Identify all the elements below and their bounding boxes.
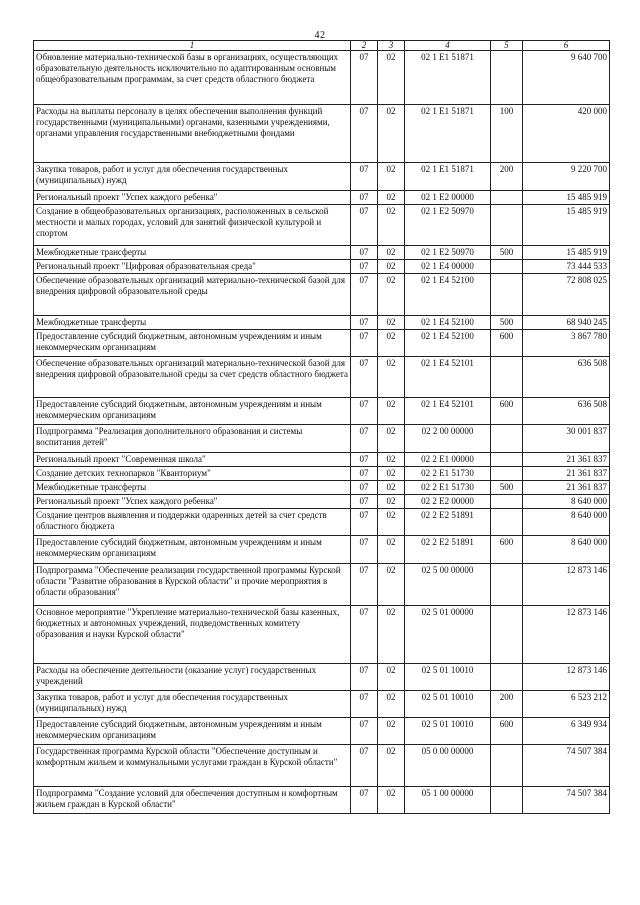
table-row	[34, 425, 610, 453]
row-name: Подпрограмма "Создание условий для обеспечения доступным и комфортным жильем граждан в Курской области"	[34, 787, 351, 814]
row-sum: 15 485 919	[523, 191, 610, 205]
row-sum: 12 873 146	[523, 564, 610, 606]
row-subsection: 02	[378, 330, 405, 357]
row-expense-type	[491, 509, 523, 536]
table-header-row	[34, 41, 610, 51]
row-name: Расходы на обеспечение деятельности (оказание услуг) государственных учреждений	[34, 664, 351, 691]
table-row	[34, 718, 610, 745]
table-row	[34, 745, 610, 787]
row-name: Обеспечение образовательных организаций материально-технической базой для внедрения цифровой образовательной среды за счет средств областного бюджета	[34, 357, 351, 398]
row-section: 07	[351, 163, 378, 191]
table-row	[34, 246, 610, 260]
row-name: Региональный проект "Современная школа"	[34, 453, 351, 467]
row-subsection: 02	[378, 495, 405, 509]
row-section: 07	[351, 787, 378, 814]
row-sum: 74 507 384	[523, 787, 610, 814]
row-name: Региональный проект "Успех каждого ребенка"	[34, 495, 351, 509]
table-row	[34, 163, 610, 191]
row-sum: 6 349 934	[523, 718, 610, 745]
table-row	[34, 664, 610, 691]
row-name: Предоставление субсидий бюджетным, автономным учреждениям и иным некоммерческим организациям	[34, 718, 351, 745]
row-name: Подпрограмма "Реализация дополнительного образования и системы воспитания детей"	[34, 425, 351, 453]
table-row	[34, 316, 610, 330]
row-expense-type	[491, 260, 523, 274]
row-target-article: 02 1 E4 52100	[405, 316, 491, 330]
row-sum: 8 640 000	[523, 495, 610, 509]
row-sum: 73 444 533	[523, 260, 610, 274]
table-row	[34, 51, 610, 105]
row-name: Межбюджетные трансферты	[34, 481, 351, 495]
table-row	[34, 467, 610, 481]
row-sum: 21 361 837	[523, 467, 610, 481]
row-sum: 3 867 780	[523, 330, 610, 357]
table-row	[34, 481, 610, 495]
row-target-article: 02 5 01 10010	[405, 691, 491, 718]
row-name: Подпрограмма "Обеспечение реализации государственной программы Курской области "Развитие образования в Курской области" и прочие мероприятия в области образования"	[34, 564, 351, 606]
row-section: 07	[351, 453, 378, 467]
row-section: 07	[351, 691, 378, 718]
row-name: Обеспечение образовательных организаций материально-технической базой для внедрения цифровой образовательной среды	[34, 274, 351, 316]
row-target-article: 02 1 E2 00000	[405, 191, 491, 205]
row-section: 07	[351, 536, 378, 564]
table-row	[34, 357, 610, 398]
row-expense-type: 200	[491, 163, 523, 191]
row-sum: 12 873 146	[523, 664, 610, 691]
row-section: 07	[351, 105, 378, 163]
row-name: Предоставление субсидий бюджетным, автономным учреждениям и иным некоммерческим организациям	[34, 536, 351, 564]
row-subsection: 02	[378, 718, 405, 745]
column-header-sum: 6	[523, 41, 610, 51]
row-target-article: 02 2 E2 51891	[405, 509, 491, 536]
row-subsection: 02	[378, 51, 405, 105]
row-subsection: 02	[378, 787, 405, 814]
row-sum: 15 485 919	[523, 205, 610, 246]
row-subsection: 02	[378, 564, 405, 606]
row-subsection: 02	[378, 509, 405, 536]
row-name: Закупка товаров, работ и услуг для обеспечения государственных (муниципальных) нужд	[34, 163, 351, 191]
row-name: Создание детских технопарков "Кванториум"	[34, 467, 351, 481]
row-section: 07	[351, 260, 378, 274]
row-target-article: 02 1 E2 50970	[405, 205, 491, 246]
row-expense-type	[491, 191, 523, 205]
row-section: 07	[351, 467, 378, 481]
row-sum: 12 873 146	[523, 606, 610, 664]
row-sum: 30 001 837	[523, 425, 610, 453]
table-row	[34, 260, 610, 274]
row-expense-type: 600	[491, 398, 523, 425]
row-expense-type	[491, 564, 523, 606]
row-subsection: 02	[378, 453, 405, 467]
row-subsection: 02	[378, 191, 405, 205]
column-header-expense-type: 5	[491, 41, 523, 51]
row-name: Предоставление субсидий бюджетным, автономным учреждениям и иным некоммерческим организациям	[34, 398, 351, 425]
row-name: Предоставление субсидий бюджетным, автономным учреждениям и иным некоммерческим организациям	[34, 330, 351, 357]
row-target-article: 02 1 E2 50970	[405, 246, 491, 260]
row-expense-type	[491, 787, 523, 814]
row-sum: 8 640 000	[523, 509, 610, 536]
row-name: Государственная программа Курской области "Обеспечение доступным и комфортным жильем и коммунальными услугами граждан в Курской области"	[34, 745, 351, 787]
row-target-article: 02 1 E1 51871	[405, 163, 491, 191]
row-target-article: 02 2 00 00000	[405, 425, 491, 453]
row-subsection: 02	[378, 246, 405, 260]
row-subsection: 02	[378, 316, 405, 330]
row-section: 07	[351, 274, 378, 316]
row-expense-type	[491, 664, 523, 691]
row-section: 07	[351, 425, 378, 453]
row-expense-type	[491, 467, 523, 481]
table-row	[34, 564, 610, 606]
page-number: 42	[314, 30, 326, 41]
row-target-article: 05 0 00 00000	[405, 745, 491, 787]
row-target-article: 02 1 E4 52100	[405, 330, 491, 357]
row-subsection: 02	[378, 481, 405, 495]
row-section: 07	[351, 606, 378, 664]
row-subsection: 02	[378, 357, 405, 398]
row-sum: 68 940 245	[523, 316, 610, 330]
row-subsection: 02	[378, 163, 405, 191]
row-expense-type	[491, 274, 523, 316]
column-header-section: 2	[351, 41, 378, 51]
row-target-article: 02 2 E1 51730	[405, 481, 491, 495]
table-row	[34, 191, 610, 205]
row-name: Расходы на выплаты персоналу в целях обеспечения выполнения функций государственными (муниципальными) органами, казенными учреждениями, органами управления государственными внебюджетными фондами	[34, 105, 351, 163]
row-subsection: 02	[378, 536, 405, 564]
row-section: 07	[351, 330, 378, 357]
column-header-subsection: 3	[378, 41, 405, 51]
row-subsection: 02	[378, 467, 405, 481]
table-row	[34, 330, 610, 357]
row-section: 07	[351, 481, 378, 495]
row-sum: 15 485 919	[523, 246, 610, 260]
row-target-article: 02 1 E4 52100	[405, 274, 491, 316]
row-subsection: 02	[378, 745, 405, 787]
row-section: 07	[351, 509, 378, 536]
row-target-article: 02 2 E2 00000	[405, 495, 491, 509]
row-target-article: 02 5 01 10010	[405, 718, 491, 745]
row-target-article: 02 1 E4 52101	[405, 398, 491, 425]
budget-table	[33, 40, 610, 814]
row-subsection: 02	[378, 691, 405, 718]
row-name: Создание центров выявления и поддержки одаренных детей за счет средств областного бюджета	[34, 509, 351, 536]
row-expense-type	[491, 745, 523, 787]
row-sum: 8 640 000	[523, 536, 610, 564]
table-row	[34, 606, 610, 664]
row-expense-type: 200	[491, 691, 523, 718]
row-name: Межбюджетные трансферты	[34, 316, 351, 330]
row-target-article: 05 1 00 00000	[405, 787, 491, 814]
row-target-article: 02 1 E1 51871	[405, 51, 491, 105]
row-expense-type	[491, 606, 523, 664]
row-target-article: 02 5 01 00000	[405, 606, 491, 664]
row-sum: 74 507 384	[523, 745, 610, 787]
row-expense-type: 600	[491, 330, 523, 357]
row-expense-type	[491, 495, 523, 509]
table-row	[34, 787, 610, 814]
row-name: Межбюджетные трансферты	[34, 246, 351, 260]
row-expense-type: 500	[491, 481, 523, 495]
column-header-name: 1	[34, 41, 351, 51]
row-name: Обновление материально-технической базы в организациях, осуществляющих образовательную деятельность исключительно по адаптированным основным общеобразовательным программам, за счет средств областного бюджета	[34, 51, 351, 105]
table-row	[34, 691, 610, 718]
table-row	[34, 453, 610, 467]
row-target-article: 02 2 E1 51730	[405, 467, 491, 481]
row-subsection: 02	[378, 664, 405, 691]
row-subsection: 02	[378, 105, 405, 163]
row-expense-type: 600	[491, 718, 523, 745]
row-subsection: 02	[378, 398, 405, 425]
row-subsection: 02	[378, 606, 405, 664]
row-sum: 636 508	[523, 398, 610, 425]
row-section: 07	[351, 564, 378, 606]
row-expense-type	[491, 357, 523, 398]
row-expense-type	[491, 51, 523, 105]
row-section: 07	[351, 495, 378, 509]
row-sum: 9 220 700	[523, 163, 610, 191]
row-section: 07	[351, 51, 378, 105]
table-row	[34, 398, 610, 425]
row-expense-type	[491, 425, 523, 453]
row-expense-type: 500	[491, 316, 523, 330]
row-section: 07	[351, 718, 378, 745]
table-row	[34, 205, 610, 246]
row-target-article: 02 1 E4 00000	[405, 260, 491, 274]
row-expense-type	[491, 205, 523, 246]
row-sum: 636 508	[523, 357, 610, 398]
row-expense-type: 600	[491, 536, 523, 564]
row-target-article: 02 1 E1 51871	[405, 105, 491, 163]
row-target-article: 02 1 E4 52101	[405, 357, 491, 398]
table-row	[34, 509, 610, 536]
row-name: Создание в общеобразовательных организациях, расположенных в сельской местности и малых городах, условий для занятий физической культурой и спортом	[34, 205, 351, 246]
row-expense-type: 500	[491, 246, 523, 260]
row-section: 07	[351, 246, 378, 260]
row-section: 07	[351, 664, 378, 691]
row-section: 07	[351, 205, 378, 246]
row-sum: 72 808 025	[523, 274, 610, 316]
row-section: 07	[351, 398, 378, 425]
row-subsection: 02	[378, 274, 405, 316]
row-expense-type	[491, 453, 523, 467]
row-section: 07	[351, 316, 378, 330]
row-subsection: 02	[378, 425, 405, 453]
row-section: 07	[351, 191, 378, 205]
row-section: 07	[351, 745, 378, 787]
row-target-article: 02 2 E2 51891	[405, 536, 491, 564]
table-row	[34, 105, 610, 163]
table-row	[34, 495, 610, 509]
row-sum: 21 361 837	[523, 453, 610, 467]
row-section: 07	[351, 357, 378, 398]
row-name: Основное мероприятие "Укрепление материально-технической базы казенных, бюджетных и автономных учреждений, подведомственных комитету образования и науки Курской области"	[34, 606, 351, 664]
row-target-article: 02 5 00 00000	[405, 564, 491, 606]
row-sum: 21 361 837	[523, 481, 610, 495]
row-target-article: 02 5 01 10010	[405, 664, 491, 691]
row-sum: 9 640 700	[523, 51, 610, 105]
row-name: Региональный проект "Цифровая образовательная среда"	[34, 260, 351, 274]
row-name: Закупка товаров, работ и услуг для обеспечения государственных (муниципальных) нужд	[34, 691, 351, 718]
column-header-target-article: 4	[405, 41, 491, 51]
row-subsection: 02	[378, 260, 405, 274]
table-row	[34, 274, 610, 316]
row-sum: 6 523 212	[523, 691, 610, 718]
row-target-article: 02 2 E1 00000	[405, 453, 491, 467]
row-subsection: 02	[378, 205, 405, 246]
table-row	[34, 536, 610, 564]
row-sum: 420 000	[523, 105, 610, 163]
row-name: Региональный проект "Успех каждого ребенка"	[34, 191, 351, 205]
row-expense-type: 100	[491, 105, 523, 163]
